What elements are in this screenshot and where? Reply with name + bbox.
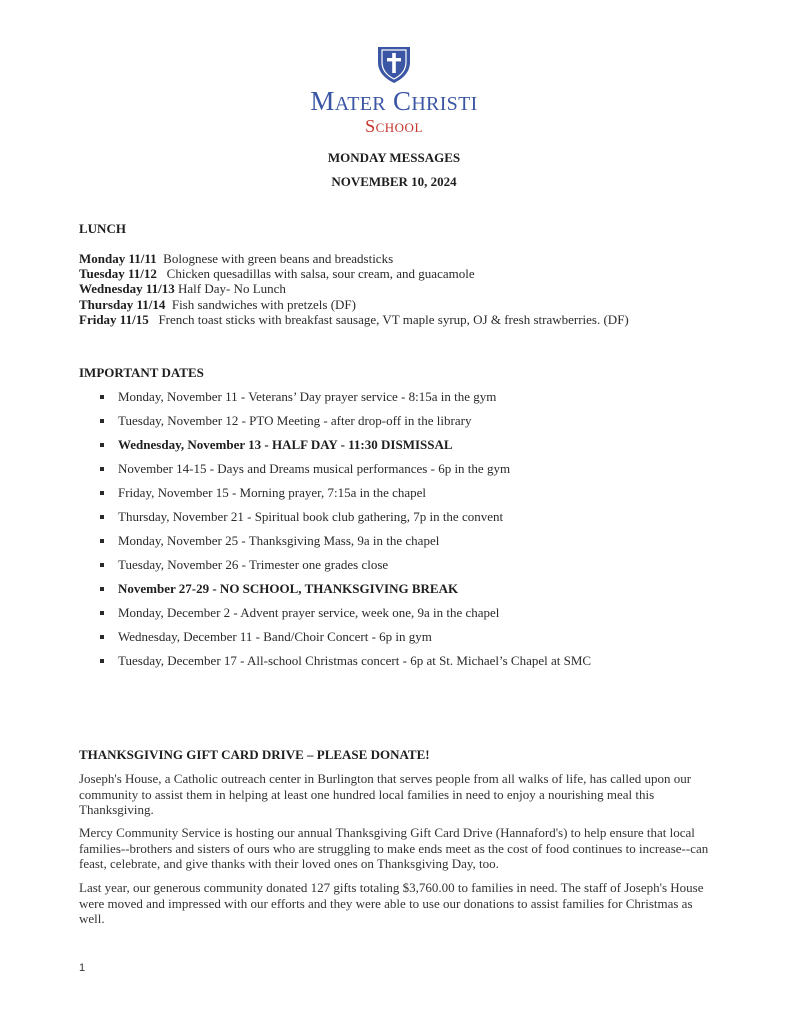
cross-shield-icon	[375, 44, 413, 84]
gift-drive-heading: THANKSGIVING GIFT CARD DRIVE – PLEASE DONATE!	[79, 747, 430, 762]
date-item: Wednesday, November 13 - HALF DAY - 11:30 DISMISSAL	[100, 437, 591, 461]
bullet-icon	[100, 467, 104, 471]
bullet-icon	[100, 515, 104, 519]
date-item: Wednesday, December 11 - Band/Choir Concert - 6p in gym	[100, 629, 591, 653]
bullet-icon	[100, 395, 104, 399]
lunch-heading: LUNCH	[79, 221, 126, 236]
school-subtitle: SCHOOL	[365, 116, 423, 136]
important-dates-list	[100, 389, 591, 677]
newsletter-date: NOVEMBER 10, 2024	[331, 174, 457, 189]
bullet-icon	[100, 419, 104, 423]
bullet-icon	[100, 587, 104, 591]
newsletter-title: MONDAY MESSAGES	[327, 150, 461, 165]
date-item: Tuesday, November 12 - PTO Meeting - after drop-off in the library	[100, 413, 591, 437]
lunch-menu	[79, 251, 629, 327]
gift-drive-paragraph: Mercy Community Service is hosting our annual Thanksgiving Gift Card Drive (Hannaford's) to help ensure that local families--brothers and sisters of ours who are struggling to make ends meet as the cost of food continues to increase--can feast, celebrate, and give thanks with their loved ones on Thanksgiving Day, too.	[79, 825, 709, 871]
bullet-icon	[100, 491, 104, 495]
lunch-row: Thursday 11/14 Fish sandwiches with pretzels (DF)	[79, 296, 356, 312]
lunch-row: Wednesday 11/13 Half Day- No Lunch	[79, 281, 286, 297]
date-item: November 14-15 - Days and Dreams musical performances - 6p in the gym	[100, 461, 591, 485]
bullet-icon	[100, 443, 104, 447]
bullet-icon	[100, 635, 104, 639]
date-item: Monday, November 11 - Veterans’ Day prayer service - 8:15a in the gym	[100, 389, 591, 413]
date-item: Monday, November 25 - Thanksgiving Mass, 9a in the chapel	[100, 533, 591, 557]
gift-drive-paragraph: Last year, our generous community donated 127 gifts totaling $3,760.00 to families in need. The staff of Joseph's House were moved and impressed with our efforts and they were able to use our donations to assist families for Christmas as well.	[79, 880, 704, 926]
date-item: Thursday, November 21 - Spiritual book club gathering, 7p in the convent	[100, 509, 591, 533]
school-logo	[0, 44, 788, 137]
date-item: Friday, November 15 - Morning prayer, 7:15a in the chapel	[100, 485, 591, 509]
date-item: Monday, December 2 - Advent prayer service, week one, 9a in the chapel	[100, 605, 591, 629]
lunch-row: Monday 11/11 Bolognese with green beans and breadsticks	[79, 251, 394, 266]
lunch-row: Tuesday 11/12 Chicken quesadillas with salsa, sour cream, and guacamole	[79, 266, 475, 282]
bullet-icon	[100, 539, 104, 543]
date-item: Tuesday, December 17 - All-school Christmas concert - 6p at St. Michael’s Chapel at SMC	[100, 653, 591, 677]
gift-drive-paragraph: Joseph's House, a Catholic outreach center in Burlington that serves people from all walks of life, has called upon our community to assist them in helping at least one hundred local families in need to enjoy a nourishing meal this Thanksgiving.	[79, 771, 692, 817]
date-item: November 27-29 - NO SCHOOL, THANKSGIVING BREAK	[100, 581, 591, 605]
lunch-row: Friday 11/15 French toast sticks with breakfast sausage, VT maple syrup, OJ & fresh strawberries. (DF)	[79, 311, 629, 327]
important-dates-heading: IMPORTANT DATES	[79, 365, 204, 380]
date-item: Tuesday, November 26 - Trimester one grades close	[100, 557, 591, 581]
bullet-icon	[100, 563, 104, 567]
bullet-icon	[100, 659, 104, 663]
school-name: MATER CHRISTI	[310, 86, 478, 116]
bullet-icon	[100, 611, 104, 615]
page-number: 1	[79, 962, 86, 974]
